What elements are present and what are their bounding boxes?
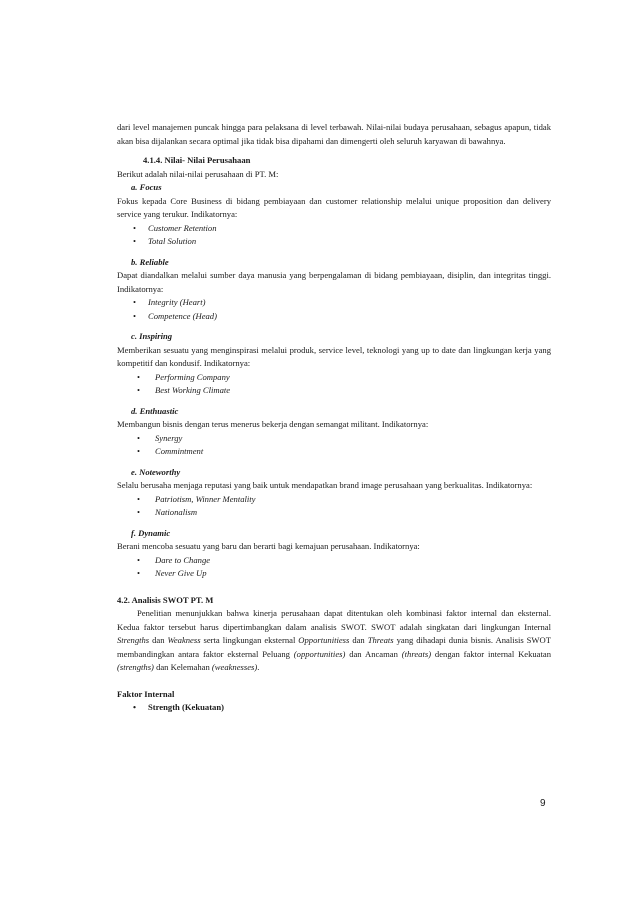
indicator-list [117,432,551,459]
indicator-list [117,222,551,249]
indicator-list [117,493,551,520]
page-number: 9 [540,798,546,809]
value-description: Fokus kepada Core Business di bidang pembiayaan dan customer relationship melalui unique proposition dan delivery service yang terukur. Indikatornya: [117,195,551,219]
indicator-item: • Performing Company [117,371,551,385]
document-page [117,121,551,715]
value-label: d. Enthuastic [131,405,179,416]
swot-paragraph: Penelitian menunjukkan bahwa kinerja perusahaan dapat ditentukan oleh kombinasi faktor internal dan eksternal. Kedua faktor tersebut harus dipertimbangkan dalam analisis SWOT. SWOT adalah singkatan dari lingkungan Internal Strengths dan Weakness serta lingkungan eksternal Opportunitiess dan Threats yang dihadapi dunia bisnis. Analisis SWOT membandingkan antara faktor eksternal Peluang (opportunities) dan Ancaman (threats) dengan faktor internal Kekuatan (strengths) dan Kelemahan (weaknesses). [117,608,551,672]
indicator-item: • Synergy [117,432,551,446]
indicator-item: • Competence (Head) [117,310,551,324]
value-description: Berani mencoba sesuatu yang baru dan berarti bagi kemajuan perusahaan. Indikatornya: [117,541,420,551]
value-description: Dapat diandalkan melalui sumber daya manusia yang berpengalaman di bidang pembiayaan, disiplin, dan integritas tinggi. Indikatornya: [117,270,551,294]
indicator-list [117,371,551,398]
indicator-item: • Commintment [117,445,551,459]
indicator-item: • Best Working Climate [117,384,551,398]
section-subheading: 4.1.4. Nilai- Nilai Perusahaan [143,155,251,165]
indicator-item: • Customer Retention [117,222,551,236]
indicator-item: • Integrity (Heart) [117,296,551,310]
value-label: c. Inspiring [131,331,173,341]
intro-paragraph: dari level manajemen puncak hingga para pelaksana di level terbawah. Nilai-nilai budaya perusahaan, sebagus apapun, tidak akan bisa dijalankan secara optimal jika tidak bisa dipahami dan dimengerti oleh seluruh karyawan di bawahnya. [117,122,551,146]
indicator-list [117,296,551,323]
value-label: a. Focus [131,182,162,192]
internal-item: • Strength (Kekuatan) [117,701,551,715]
indicator-item: • Patriotism, Winner Mentality [117,493,551,507]
indicator-list [117,554,551,581]
indicator-item: • Never Give Up [117,567,551,581]
value-label: e. Noteworthy [131,466,181,477]
internal-heading: Faktor Internal [117,688,175,699]
value-description: Selalu berusaha menjaga reputasi yang baik untuk mendapatkan brand image perusahaan yang berkualitas. Indikatornya: [117,480,533,490]
indicator-item: • Nationalism [117,506,551,520]
values-list [117,181,551,588]
value-description: Membangun bisnis dengan terus menerus bekerja dengan semangat militant. Indikatornya: [117,419,429,429]
value-label: b. Reliable [131,256,169,267]
value-label: f. Dynamic [131,527,171,538]
swot-heading: 4.2. Analisis SWOT PT. M [117,594,214,605]
indicator-item: • Dare to Change [117,554,551,568]
indicator-item: • Total Solution [117,235,551,249]
values-intro: Berikut adalah nilai-nilai perusahaan di PT. M: [117,168,279,179]
value-description: Memberikan sesuatu yang menginspirasi melalui produk, service level, teknologi yang up to date dan lingkungan kerja yang kompetitif dan kondusif. Indikatornya: [117,344,551,368]
